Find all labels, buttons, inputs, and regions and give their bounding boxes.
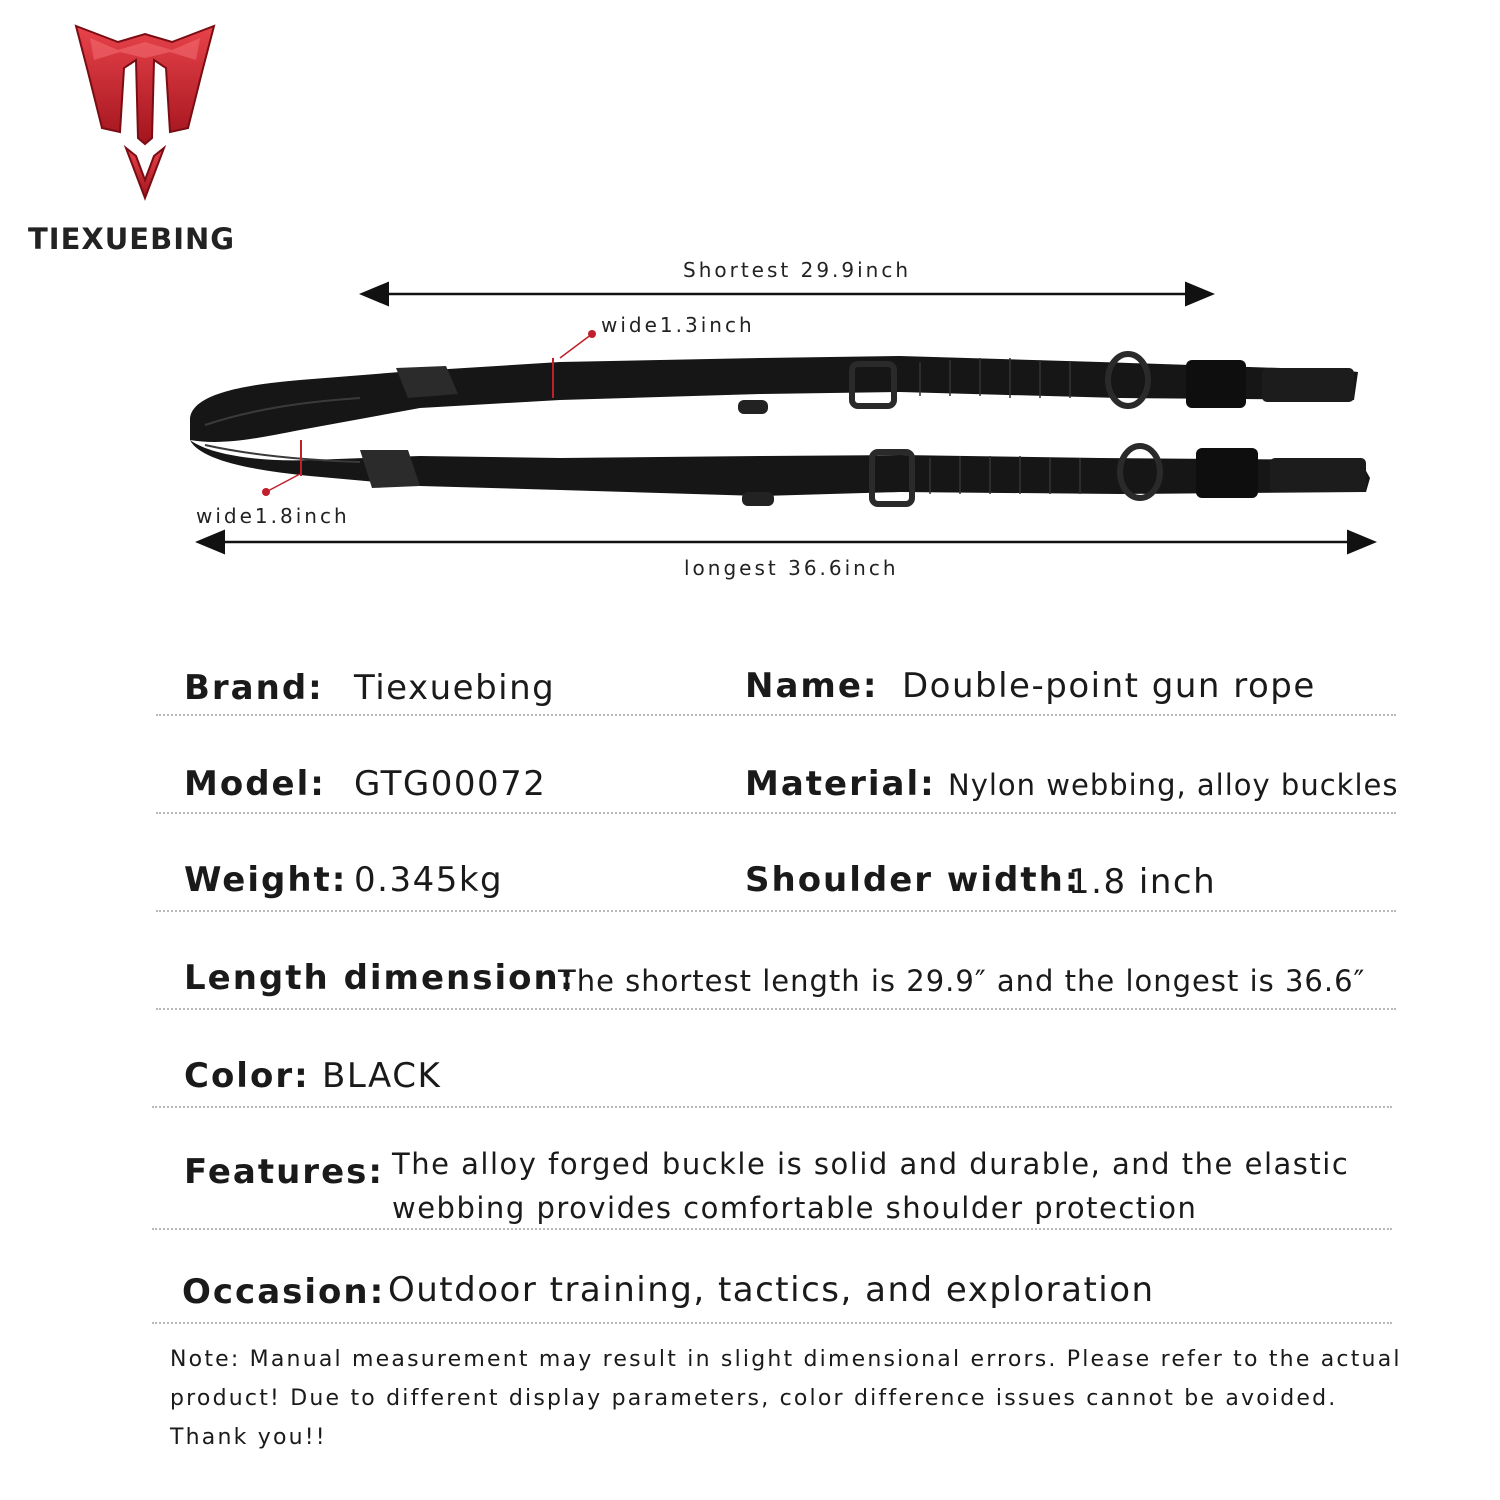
material-value: Nylon webbing, alloy buckles <box>948 768 1399 802</box>
longest-label: longest 36.6inch <box>684 556 899 580</box>
model-label: Model: <box>184 764 326 804</box>
name-value: Double-point gun rope <box>902 666 1316 706</box>
wide-bottom-label: wide1.8inch <box>196 504 350 528</box>
name-label: Name: <box>745 666 879 706</box>
divider <box>156 714 1396 716</box>
color-label: Color: <box>184 1056 310 1096</box>
length-value: The shortest length is 29.9″ and the longest is 36.6″ <box>558 964 1366 998</box>
tiexuebing-logo-icon <box>70 20 220 205</box>
wide-top-label: wide1.3inch <box>601 313 755 337</box>
weight-value: 0.345kg <box>354 860 504 900</box>
brand-label: Brand: <box>184 668 324 708</box>
shoulder-label: Shoulder width: <box>745 860 1081 900</box>
length-label: Length dimension: <box>184 958 576 998</box>
divider <box>156 1008 1396 1010</box>
brand-value: Tiexuebing <box>354 668 556 708</box>
color-value: BLACK <box>322 1056 442 1096</box>
weight-label: Weight: <box>184 860 348 900</box>
divider <box>156 812 1396 814</box>
divider <box>152 1322 1392 1324</box>
brand-logo <box>70 20 220 205</box>
sling-diagram <box>0 250 1500 590</box>
brand-name: TIEXUEBING <box>28 222 236 256</box>
occasion-label: Occasion: <box>182 1272 386 1312</box>
divider <box>152 1106 1392 1108</box>
sling-image <box>190 354 1370 506</box>
divider <box>156 910 1396 912</box>
shoulder-value: 1.8 inch <box>1068 862 1217 902</box>
note-text: Note: Manual measurement may result in slight dimensional errors. Please refer to the actual product! Due to different display parameters, color difference issues cannot be avoided. Thank you!! <box>170 1347 1402 1450</box>
model-value: GTG00072 <box>354 764 547 804</box>
features-value: The alloy forged buckle is solid and durable, and the elastic webbing provides comfortable shoulder protection <box>392 1147 1350 1225</box>
divider <box>152 1228 1392 1230</box>
features-label: Features: <box>184 1152 384 1192</box>
occasion-value: Outdoor training, tactics, and exploration <box>388 1270 1155 1310</box>
shortest-label: Shortest 29.9inch <box>683 258 912 282</box>
material-label: Material: <box>745 764 936 804</box>
